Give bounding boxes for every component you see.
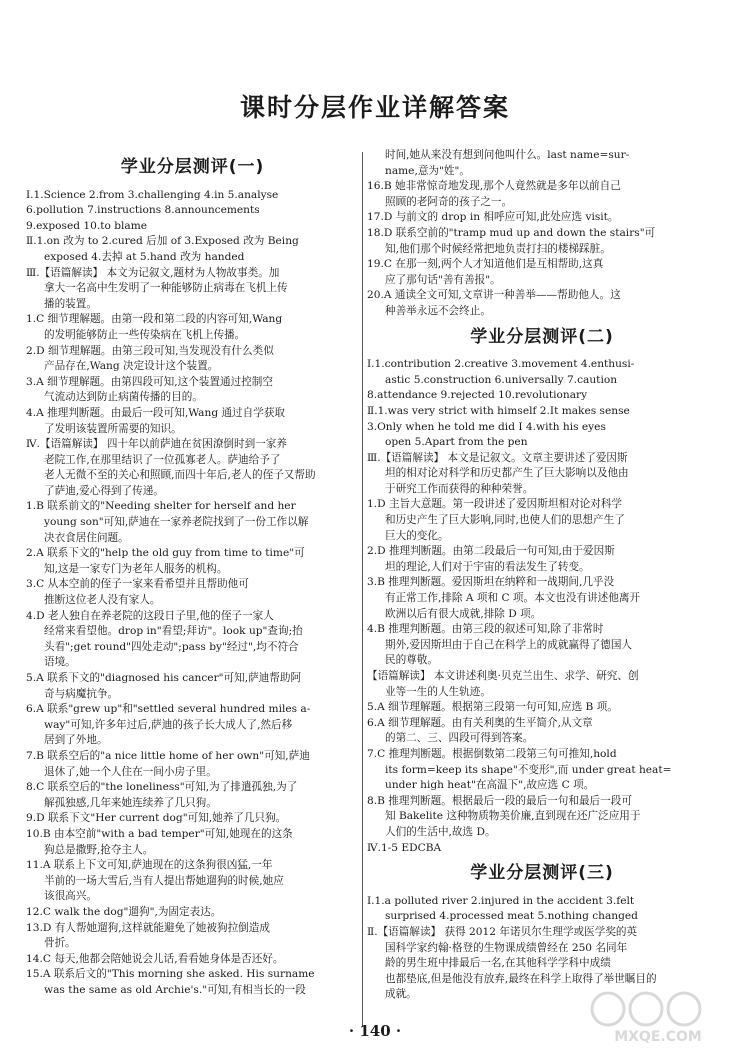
left-answer-line: 经常来看望他。drop in"看望;拜访"。look up"查询;抬 xyxy=(44,625,303,638)
right-answer-line: 8.attendance 9.rejected 10.revolutionary xyxy=(367,389,588,402)
right-answer-line: 3.Only when he told me did I 4.with his eyes xyxy=(367,420,606,433)
right-answer-line: 19.C 在那一刻,两个人才知道他们是互相帮助,这真 xyxy=(367,258,604,271)
left-answer-line: 15.A 联系后文的"This morning she asked. His surname xyxy=(26,968,315,981)
left-answer-line: 9.D 联系下文"Her current dog"可知,她养了几只狗。 xyxy=(26,812,287,825)
page-number: · 140 · xyxy=(348,1022,402,1040)
section-heading-1: 学业分层测评(一) xyxy=(120,157,265,177)
right-answer-line: Ⅲ.【语篇解读】 本文是记叙文。文章主要讲述了爱因斯 xyxy=(367,451,628,464)
left-answer-line: 3.A 细节理解题。由第四段可知,这个装置通过控制空 xyxy=(26,375,273,388)
left-answer-line: 语境。 xyxy=(44,656,76,669)
right-answer-line: under high heat"在高温下",故应选 C 项。 xyxy=(385,779,595,792)
right-answer-line: 5.A 细节理解题。根据第三段第一句可知,应选 B 项。 xyxy=(367,701,618,714)
right-answer-line: 欧洲以后有很大成就,排除 D 项。 xyxy=(385,607,542,620)
right-answer-line: 照顾的老阿奇的孩子之一。 xyxy=(385,195,513,208)
right-answer-line: 民的尊敬。 xyxy=(385,654,438,667)
left-answer-line: 7.B 联系空后的"a nice little home of her own"可知,萨迪 xyxy=(26,749,310,762)
watermark-logo xyxy=(588,987,728,1045)
left-answer-line: 10.B 由本空前"with a bad temper"可知,她现在的这条 xyxy=(26,827,293,840)
left-answer-lines xyxy=(26,188,359,999)
left-answer-line: 头看";get round"四处走动";pass by"经过",均不符合 xyxy=(44,640,299,653)
right-answer-lines-top xyxy=(367,148,717,320)
left-answer-line: 13.D 有人帮她遛狗,这样就能避免了她被狗拉倒造成 xyxy=(26,921,270,934)
right-answer-line: 16.B 她非常惊奇地发现,那个人竟然就是多年以前自己 xyxy=(367,180,621,193)
right-answer-line: Ⅰ.1.contribution 2.creative 3.movement 4.enthusi- xyxy=(367,358,635,371)
right-answer-line: 坦的理论,人们对于宇宙的看法发生了转变。 xyxy=(385,560,590,573)
column-divider xyxy=(362,152,363,1027)
left-answer-line: exposed 4.去掉 at 5.hand 改为 handed xyxy=(44,250,245,263)
right-answer-line: 知,他们那个时候经常把地负责打扫的楼梯踩脏。 xyxy=(385,242,611,255)
left-answer-line: 2.A 联系下文的"help the old guy from time to time"可 xyxy=(26,547,305,560)
right-answer-line: 于研究工作而获得的种种荣誉。 xyxy=(385,482,534,495)
left-answer-line: 解孤独感,几年来她连续养了几只狗。 xyxy=(44,796,217,809)
right-answer-line: 时间,她从来没有想到问他叫什么。last name=sur- xyxy=(385,149,630,161)
right-answer-line: its form=keep its shape"不变形",而 under great heat= xyxy=(385,763,672,776)
right-answer-line: name,意为"姓"。 xyxy=(385,164,470,177)
right-answer-line: 有正常工作,排除 A 项和 C 项。本文也没有讲述他离开 xyxy=(385,592,641,605)
left-answer-line: 11.A 联系上下文可知,萨迪现在的这条狗很凶猛,一年 xyxy=(26,859,273,872)
right-answer-line: 应了那句话"善有善报"。 xyxy=(385,273,501,286)
left-answer-line: 6.A 联系"grew up"和"settled several hundred miles a- xyxy=(26,703,311,716)
right-answer-line: 1.D 主旨大意题。第一段讲述了爱因斯坦相对论对科学 xyxy=(367,498,623,511)
left-answer-line: Ⅳ.【语篇解读】 四十年以前萨迪在贫困潦倒时到一家养 xyxy=(26,438,287,451)
left-answer-line: young son"可知,萨迪在一家养老院找到了一份工作以解 xyxy=(44,516,309,529)
right-answer-line: 和历史产生了巨大影响,同时,也使人们的思想产生了 xyxy=(385,514,625,527)
left-answer-line: 的发明能够防止一些传染病在飞机上传播。 xyxy=(44,328,246,341)
left-answer-line: 1.C 细节理解题。由第一段和第二段的内容可知,Wang xyxy=(26,313,283,326)
left-answer-line: Ⅰ.1.Science 2.from 3.challenging 4.in 5.analyse xyxy=(26,188,279,201)
left-answer-line: 1.B 联系前文的"Needing shelter for herself and her xyxy=(26,500,296,513)
left-answer-line: 播的装置。 xyxy=(44,297,97,310)
left-answer-line: 12.C walk the dog"遛狗",为固定表达。 xyxy=(26,905,222,918)
left-answer-line: 9.exposed 10.to blame xyxy=(26,219,148,232)
left-answer-line: 产品存在,Wang 决定设计这个装置。 xyxy=(44,360,219,373)
right-answer-line: astic 5.construction 6.universally 7.caution xyxy=(385,373,618,386)
left-answer-line: 居到了外地。 xyxy=(44,734,108,747)
right-answer-line: 8.B 推理判断题。根据最后一段的最后一句和最后一段可 xyxy=(367,794,632,807)
page-title: 课时分层作业详解答案 xyxy=(239,93,510,122)
left-answer-line: 骨折。 xyxy=(44,937,76,950)
right-answer-line: 6.A 细节理解题。由有关利奥的生平简介,从文章 xyxy=(367,716,593,729)
right-answer-line: 4.B 推理判断题。由第三段的叙述可知,除了非常时 xyxy=(367,623,604,636)
right-answer-line: 龄的男生班中排最后一名,在其他科学学科中成绩 xyxy=(385,957,611,970)
left-answer-line: Ⅱ.1.on 改为 to 2.cured 后加 of 3.Exposed 改为 Being xyxy=(26,235,299,248)
section-heading-2: 学业分层测评(二) xyxy=(470,326,614,347)
right-answer-line: 坦的相对论对科学和历史都产生了巨大影响以及他由 xyxy=(385,467,629,480)
right-answer-line: surprised 4.processed meat 5.nothing changed xyxy=(385,910,638,923)
section-heading-3: 学业分层测评(三) xyxy=(470,863,614,884)
left-answer-line: 4.A 推理判断题。由最后一段可知,Wang 通过自学获取 xyxy=(26,406,286,419)
left-answer-line: 3.C 从本空前的侄子一家来看希望并且帮助他可 xyxy=(26,578,249,591)
left-answer-line: 推断这位老人没有家人。 xyxy=(44,594,161,607)
right-answer-line: 7.C 推理判断题。根据倒数第二段第三句可推知,hold xyxy=(367,747,617,760)
right-answer-line: 也都垫底,但是他没有放弃,最终在科学上取得了举世瞩目的 xyxy=(385,972,657,985)
left-answer-line: 14.C 每天,他都会陪她说会儿话,看看她身体是否还好。 xyxy=(26,952,284,965)
left-answer-line: 8.C 联系空后的"the loneliness"可知,为了排遣孤独,为了 xyxy=(26,781,298,794)
left-answer-line: 6.pollution 7.instructions 8.announcements xyxy=(26,204,260,217)
right-answer-line: 巨大的变化。 xyxy=(385,529,449,542)
left-answer-line: 老人无微不至的关心和照顾,而四十年后,老人的侄子又帮助 xyxy=(44,469,316,482)
svg-text:MXQE.COM: MXQE.COM xyxy=(614,1029,702,1045)
left-answer-line: 了萨迪,爱心得到了传递。 xyxy=(44,484,164,497)
right-answer-line: 2.D 推理判断题。由第二段最后一句可知,由于爱因斯 xyxy=(367,545,615,558)
right-answer-line: 的第二、三、四段可得到答案。 xyxy=(385,732,534,745)
left-answer-line: Ⅲ.【语篇解读】 本文为记叙文,题材为人物故事类。加 xyxy=(26,266,280,279)
left-answer-line: 决衣食居住问题。 xyxy=(44,531,129,544)
right-answer-line: 人们的生活中,故选 D。 xyxy=(385,825,496,838)
left-answer-line: 退休了,她一个人住在一间小房子里。 xyxy=(44,765,217,778)
right-answer-line: 期外,爱因斯坦由于自己在科学上的成就赢得了德国人 xyxy=(385,638,633,651)
left-answer-line: 知,这是一家专门为老年人服务的机构。 xyxy=(44,562,228,575)
left-answer-line: was the same as old Archie's."可知,有相当长的一段 xyxy=(44,983,306,996)
right-answer-line: 知 Bakelite 这种物质物美价廉,直到现在还广泛应用于 xyxy=(385,810,641,823)
left-answer-line: 拿大一名高中生发明了一种能够防止病毒在飞机上传 xyxy=(44,282,288,295)
left-answer-line: 4.D 老人独自在养老院的这段日子里,他的侄子一家人 xyxy=(26,609,274,622)
right-answer-line: 成就。 xyxy=(385,988,417,1001)
left-answer-line: 2.D 细节理解题。由第三段可知,当发现没有什么类似 xyxy=(26,344,274,357)
right-answer-line: 18.D 联系空前的"tramp mud up and down the stairs"可 xyxy=(367,226,656,239)
right-answer-line: open 5.Apart from the pen xyxy=(385,436,528,449)
right-answer-line: 种善举永远不会终止。 xyxy=(385,304,491,317)
left-column xyxy=(26,150,359,998)
right-answer-line: 17.D 与前文的 drop in 相呼应可知,此处应选 visit。 xyxy=(367,211,619,224)
left-answer-line: 半前的一场大雪后,当有人提出帮她遛狗的时候,她应 xyxy=(44,874,284,887)
left-answer-line: 该很高兴。 xyxy=(44,890,97,903)
left-answer-line: 老院工作,在那里结识了一位孤寡老人。萨迪给予了 xyxy=(44,453,281,466)
right-answer-line: Ⅱ.1.was very strict with himself 2.It makes sense xyxy=(367,404,630,417)
right-answer-line: Ⅰ.1.a polluted river 2.injured in the accident 3.felt xyxy=(367,894,635,907)
left-answer-line: 奇与病魔抗争。 xyxy=(44,687,119,700)
right-answer-line: 【语篇解读】 本文讲述利奥·贝克兰出生、求学、研究、创 xyxy=(367,670,639,682)
right-answer-line: 国科学家约翰·格登的生物课成绩曾经在 250 名同年 xyxy=(385,941,628,954)
right-column xyxy=(367,148,717,1003)
left-answer-line: 5.A 联系下文的"diagnosed his cancer"可知,萨迪帮助阿 xyxy=(26,672,302,684)
right-answer-line: 20.A 通读全文可知,文章讲一种善举——帮助他人。这 xyxy=(367,289,621,302)
left-answer-line: 狗总是撒野,抢夺主人。 xyxy=(44,843,154,856)
right-answer-line: Ⅱ.【语篇解读】 获得 2012 年诺贝尔生理学或医学奖的英 xyxy=(367,925,638,938)
right-answer-line: Ⅳ.1-5 EDCBA xyxy=(367,841,442,854)
right-answer-line: 3.B 推理判断题。爱因斯坦在纳粹和一战期间,几乎没 xyxy=(367,576,615,589)
left-answer-line: way"可知,许多年过后,萨迪的孩子长大成人了,然后移 xyxy=(44,718,293,731)
right-answer-line: 业等一生的人生轨迹。 xyxy=(385,685,491,698)
left-answer-line: 了发明该装置所需要的知识。 xyxy=(44,422,182,435)
left-answer-line: 气流动达到防止病菌传播的目的。 xyxy=(44,391,203,404)
right-answer-lines-mid xyxy=(367,357,717,856)
